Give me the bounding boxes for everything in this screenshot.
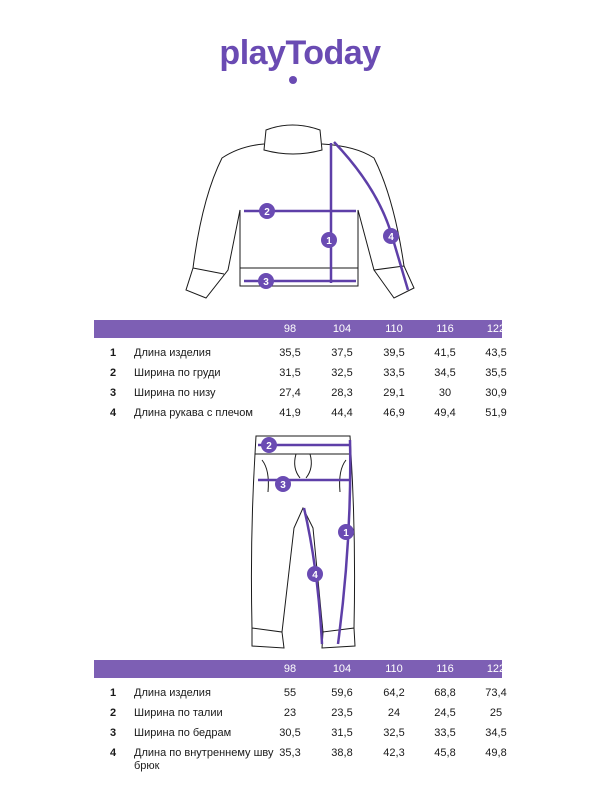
cell-value: 32,5: [331, 367, 353, 379]
cell-value: 46,9: [383, 407, 405, 419]
cell-value: 25: [489, 707, 503, 719]
svg-text:3: 3: [280, 480, 286, 491]
svg-text:2: 2: [266, 441, 272, 452]
pants-marker-1: [338, 524, 354, 540]
cell-value: 41,9: [279, 407, 301, 419]
cell-value: 73,4: [485, 687, 507, 699]
table-row: [94, 744, 507, 776]
row-label: Длина рукава с плечом: [134, 407, 253, 419]
sweater-size-table: [94, 320, 507, 424]
row-number: 2: [110, 367, 117, 379]
pants-size-table: [94, 660, 507, 776]
row-label: Ширина по бедрам: [134, 727, 232, 739]
size-col-header: 110: [385, 663, 403, 675]
cell-value: 35,5: [485, 367, 507, 379]
size-col-header: 116: [436, 323, 454, 335]
table-row: [94, 384, 507, 404]
row-label: Длина изделия: [134, 687, 211, 699]
row-number: 3: [110, 387, 117, 399]
table-row: [94, 364, 507, 384]
size-col-header: 104: [332, 323, 352, 335]
cell-value: 45,8: [434, 747, 456, 759]
cell-value: 23,5: [331, 707, 353, 719]
cell-value: 49,4: [434, 407, 456, 419]
cell-value: 35,3: [279, 747, 301, 759]
svg-text:2: 2: [264, 207, 270, 218]
size-col-header: 116: [436, 663, 454, 675]
row-number: 1: [110, 687, 117, 699]
cell-value: 28,3: [331, 387, 353, 399]
sweater-marker-1: [321, 232, 337, 248]
cell-value: 24: [387, 707, 401, 719]
size-col-header: 122: [486, 663, 506, 675]
pants-table-header: [94, 660, 506, 678]
cell-value: 32,5: [383, 727, 405, 739]
size-col-header: 98: [283, 323, 297, 335]
svg-text:3: 3: [263, 277, 269, 288]
cell-value: 29,1: [383, 387, 405, 399]
cell-value: 42,3: [383, 747, 405, 759]
size-col-header: 104: [332, 663, 352, 675]
svg-text:1: 1: [326, 236, 332, 247]
row-label: Длина изделия: [134, 347, 211, 359]
cell-value: 59,6: [331, 687, 353, 699]
cell-value: 51,9: [485, 407, 507, 419]
cell-value: 55: [283, 687, 297, 699]
cell-value: 34,5: [434, 367, 456, 379]
cell-value: 34,5: [485, 727, 507, 739]
table-row: [94, 344, 507, 364]
pants-marker-2: [261, 437, 277, 453]
cell-value: 30: [438, 387, 452, 399]
pants-drawing: [0, 428, 600, 656]
row-label: Длина по внутреннему шву брюк: [134, 747, 274, 772]
row-number: 3: [110, 727, 117, 739]
sweater-marker-2: [259, 203, 275, 219]
svg-text:4: 4: [312, 570, 318, 581]
sweater-drawing: [0, 118, 600, 303]
brand-logo: playToday: [219, 34, 381, 72]
cell-value: 27,4: [279, 387, 301, 399]
table-row: [94, 704, 502, 724]
cell-value: 44,4: [331, 407, 353, 419]
row-label: Ширина по груди: [134, 367, 221, 379]
row-number: 4: [110, 747, 117, 759]
cell-value: 31,5: [279, 367, 301, 379]
cell-value: 41,5: [434, 347, 456, 359]
size-col-header: 98: [283, 663, 297, 675]
table-row: [94, 724, 507, 744]
cell-value: 23: [283, 707, 297, 719]
cell-value: 33,5: [383, 367, 405, 379]
cell-value: 31,5: [331, 727, 353, 739]
pants-marker-3: [275, 476, 291, 492]
cell-value: 43,5: [485, 347, 507, 359]
cell-value: 35,5: [279, 347, 301, 359]
sweater-marker-3: [258, 273, 274, 289]
cell-value: 37,5: [331, 347, 353, 359]
cell-value: 39,5: [383, 347, 405, 359]
row-label: Ширина по талии: [134, 707, 223, 719]
cell-value: 24,5: [434, 707, 456, 719]
table-row: [94, 684, 507, 704]
size-col-header: 122: [486, 323, 506, 335]
cell-value: 64,2: [383, 687, 405, 699]
svg-text:4: 4: [388, 232, 394, 243]
logo-dot: [289, 76, 297, 84]
cell-value: 33,5: [434, 727, 456, 739]
table-row: [94, 404, 507, 424]
row-label: Ширина по низу: [134, 387, 216, 399]
cell-value: 30,9: [485, 387, 507, 399]
cell-value: 38,8: [331, 747, 353, 759]
cell-value: 68,8: [434, 687, 456, 699]
svg-text:1: 1: [343, 528, 349, 539]
cell-value: 49,8: [485, 747, 507, 759]
cell-value: 30,5: [279, 727, 301, 739]
sweater-table-header: [94, 320, 506, 338]
row-number: 1: [110, 347, 117, 359]
sweater-marker-4: [383, 228, 399, 244]
size-col-header: 110: [385, 323, 403, 335]
pants-marker-4: [307, 566, 323, 582]
row-number: 4: [110, 407, 117, 419]
row-number: 2: [110, 707, 117, 719]
